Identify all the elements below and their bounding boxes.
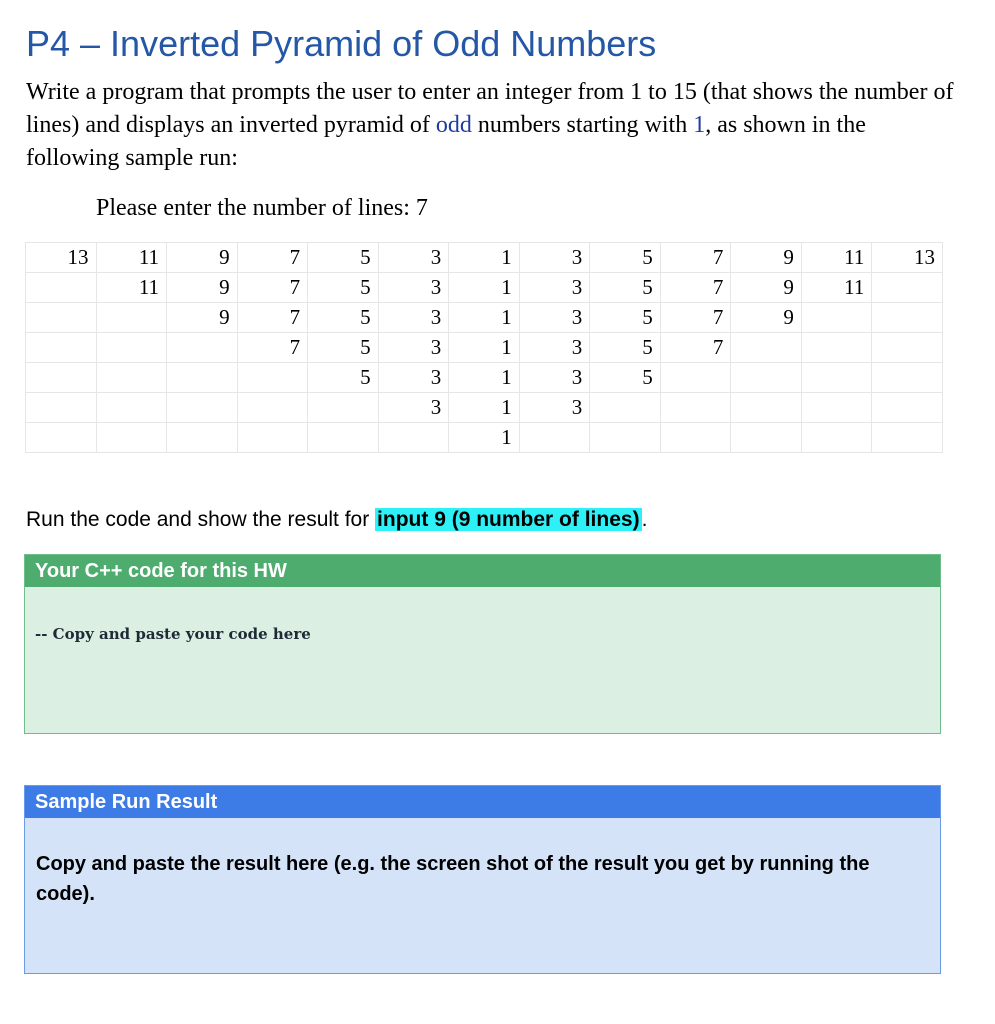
table-cell: 7 — [237, 333, 308, 363]
problem-description — [26, 76, 961, 175]
table-cell: 1 — [449, 273, 520, 303]
table-cell — [801, 333, 872, 363]
table-cell: 9 — [167, 243, 238, 273]
table-cell — [731, 363, 802, 393]
table-cell — [96, 303, 167, 333]
table-cell: 9 — [731, 303, 802, 333]
table-cell — [96, 423, 167, 453]
start-number: 1 — [693, 112, 706, 138]
description-text-3: , as shown in the following sample run: — [26, 112, 866, 171]
table-cell — [308, 423, 379, 453]
table-cell: 5 — [590, 243, 661, 273]
table-cell: 3 — [378, 243, 449, 273]
table-cell — [590, 393, 661, 423]
table-cell: 1 — [449, 303, 520, 333]
table-cell — [26, 303, 97, 333]
table-cell: 3 — [378, 363, 449, 393]
table-cell: 7 — [660, 303, 731, 333]
run-instruction-end: . — [641, 508, 648, 531]
run-instruction — [26, 505, 647, 535]
table-cell — [26, 363, 97, 393]
table-cell — [660, 363, 731, 393]
code-box-content[interactable]: -- Copy and paste your code here — [35, 625, 311, 643]
table-cell — [96, 393, 167, 423]
table-cell — [872, 393, 943, 423]
table-cell: 9 — [731, 273, 802, 303]
table-cell — [26, 273, 97, 303]
table-cell: 11 — [801, 273, 872, 303]
table-cell — [801, 423, 872, 453]
table-cell — [237, 423, 308, 453]
table-cell — [590, 423, 661, 453]
table-cell — [26, 423, 97, 453]
table-cell: 3 — [519, 363, 590, 393]
table-cell — [167, 333, 238, 363]
table-cell: 3 — [378, 333, 449, 363]
table-cell — [872, 333, 943, 363]
table-cell: 3 — [519, 393, 590, 423]
table-row — [26, 273, 943, 303]
table-cell: 3 — [378, 303, 449, 333]
table-cell: 3 — [519, 273, 590, 303]
table-row — [26, 303, 943, 333]
table-row — [26, 243, 943, 273]
table-cell — [660, 393, 731, 423]
table-cell — [660, 423, 731, 453]
table-cell: 7 — [660, 333, 731, 363]
odd-word: odd — [435, 112, 472, 138]
table-cell — [872, 363, 943, 393]
table-cell: 11 — [801, 243, 872, 273]
table-cell — [731, 423, 802, 453]
table-cell: 7 — [237, 303, 308, 333]
table-cell — [731, 393, 802, 423]
description-text: Write a program that prompts the user to enter an integer from 1 to 15 (that shows the number of lines) and displays an inverted pyramid of — [26, 79, 954, 138]
table-row — [26, 393, 943, 423]
table-cell: 5 — [308, 333, 379, 363]
table-cell — [872, 303, 943, 333]
table-cell: 11 — [96, 243, 167, 273]
table-cell: 3 — [519, 303, 590, 333]
table-cell — [26, 333, 97, 363]
table-cell: 1 — [449, 243, 520, 273]
sample-prompt: Please enter the number of lines: 7 — [96, 195, 428, 221]
table-cell — [237, 393, 308, 423]
table-cell: 5 — [590, 303, 661, 333]
table-cell — [167, 393, 238, 423]
table-cell: 5 — [590, 363, 661, 393]
table-cell — [801, 363, 872, 393]
table-cell — [308, 393, 379, 423]
table-cell: 5 — [308, 243, 379, 273]
table-cell — [801, 393, 872, 423]
table-cell: 5 — [590, 273, 661, 303]
table-cell: 3 — [519, 333, 590, 363]
table-cell: 1 — [449, 393, 520, 423]
code-box-header: Your C++ code for this HW — [25, 555, 940, 587]
table-cell: 1 — [449, 333, 520, 363]
table-cell — [96, 363, 167, 393]
table-cell: 5 — [308, 363, 379, 393]
table-cell — [731, 333, 802, 363]
table-cell — [167, 363, 238, 393]
table-cell: 9 — [731, 243, 802, 273]
table-cell: 7 — [660, 243, 731, 273]
table-cell: 5 — [308, 273, 379, 303]
table-cell: 7 — [237, 273, 308, 303]
table-cell: 13 — [872, 243, 943, 273]
table-cell: 3 — [378, 273, 449, 303]
table-cell — [378, 423, 449, 453]
table-cell: 9 — [167, 303, 238, 333]
result-box-header: Sample Run Result — [25, 786, 940, 818]
table-row — [26, 363, 943, 393]
table-cell — [519, 423, 590, 453]
table-cell: 1 — [449, 423, 520, 453]
table-cell — [26, 393, 97, 423]
table-cell — [237, 363, 308, 393]
table-cell — [872, 273, 943, 303]
table-cell — [801, 303, 872, 333]
pyramid-body — [26, 243, 943, 453]
pyramid-table — [25, 242, 943, 453]
table-cell — [872, 423, 943, 453]
table-row — [26, 333, 943, 363]
table-cell — [96, 333, 167, 363]
table-cell: 5 — [308, 303, 379, 333]
code-box — [24, 554, 941, 734]
table-cell: 7 — [237, 243, 308, 273]
result-box-content[interactable]: Copy and paste the result here (e.g. the screen shot of the result you get by running the code). — [36, 853, 870, 905]
table-row — [26, 423, 943, 453]
table-cell: 9 — [167, 273, 238, 303]
table-cell: 7 — [660, 273, 731, 303]
description-text-2: numbers starting with — [471, 112, 694, 138]
table-cell: 3 — [519, 243, 590, 273]
result-box — [24, 785, 941, 974]
table-cell: 13 — [26, 243, 97, 273]
table-cell — [167, 423, 238, 453]
page-title: P4 – Inverted Pyramid of Odd Numbers — [26, 23, 657, 64]
table-cell: 11 — [96, 273, 167, 303]
table-cell: 3 — [378, 393, 449, 423]
run-instruction-text: Run the code and show the result for — [26, 508, 376, 531]
table-cell: 1 — [449, 363, 520, 393]
run-input-highlight: input 9 (9 number of lines) — [377, 508, 640, 531]
table-cell: 5 — [590, 333, 661, 363]
